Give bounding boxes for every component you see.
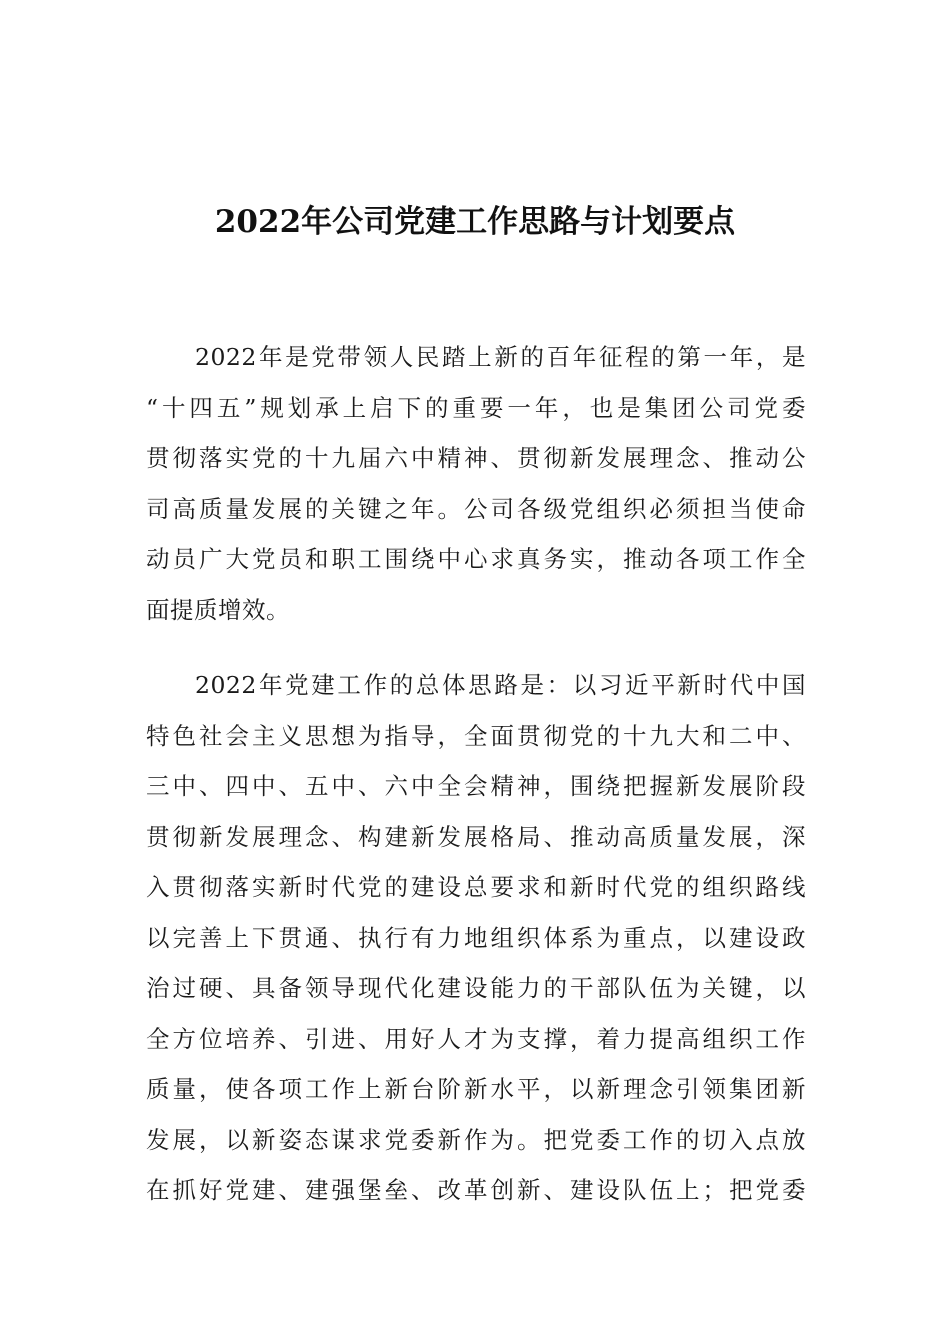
paragraph-line: 2022年是党带领人民踏上新的百年征程的第一年，是: [195, 343, 806, 371]
paragraph-line: 治过硬、具备领导现代化建设能力的干部队伍为关键，以: [146, 974, 806, 1002]
document-title: 2022年公司党建工作思路与计划要点: [214, 204, 736, 240]
paragraph-line: 三中、四中、五中、六中全会精神，围绕把握新发展阶段: [146, 772, 806, 800]
paragraph-line: 质量，使各项工作上新台阶新水平，以新理念引领集团新: [146, 1075, 806, 1103]
paragraph-line: 司高质量发展的关键之年。公司各级党组织必须担当使命: [146, 494, 806, 523]
paragraph-line: 入贯彻落实新时代党的建设总要求和新时代党的组织路线: [146, 873, 806, 901]
paragraph-line: 2022年党建工作的总体思路是：以习近平新时代中国: [195, 671, 806, 699]
paragraph-1: [146, 332, 806, 635]
paragraph-line: 发展，以新姿态谋求党委新作为。把党委工作的切入点放: [146, 1125, 806, 1154]
paragraph-line: 贯彻落实党的十九届六中精神、贯彻新发展理念、推动公: [146, 444, 806, 472]
paragraph-line: 贯彻新发展理念、构建新发展格局、推动高质量发展，深: [146, 822, 806, 851]
paragraph-line: 动员广大党员和职工围绕中心求真务实，推动各项工作全: [146, 545, 806, 573]
document-body: [146, 332, 806, 1241]
paragraph-2: [146, 660, 806, 1216]
paragraph-line: 特色社会主义思想为指导，全面贯彻党的十九大和二中、: [146, 721, 806, 750]
paragraph-line: 以完善上下贯通、执行有力地组织体系为重点，以建设政: [146, 923, 806, 952]
paragraph-line: 面提质增效。: [146, 595, 290, 624]
paragraph-line: 全方位培养、引进、用好人才为支撑，着力提高组织工作: [146, 1024, 806, 1053]
paragraph-line: 在抓好党建、建强堡垒、改革创新、建设队伍上；把党委: [146, 1176, 806, 1204]
paragraph-line: “十四五”规划承上启下的重要一年，也是集团公司党委: [146, 393, 806, 422]
